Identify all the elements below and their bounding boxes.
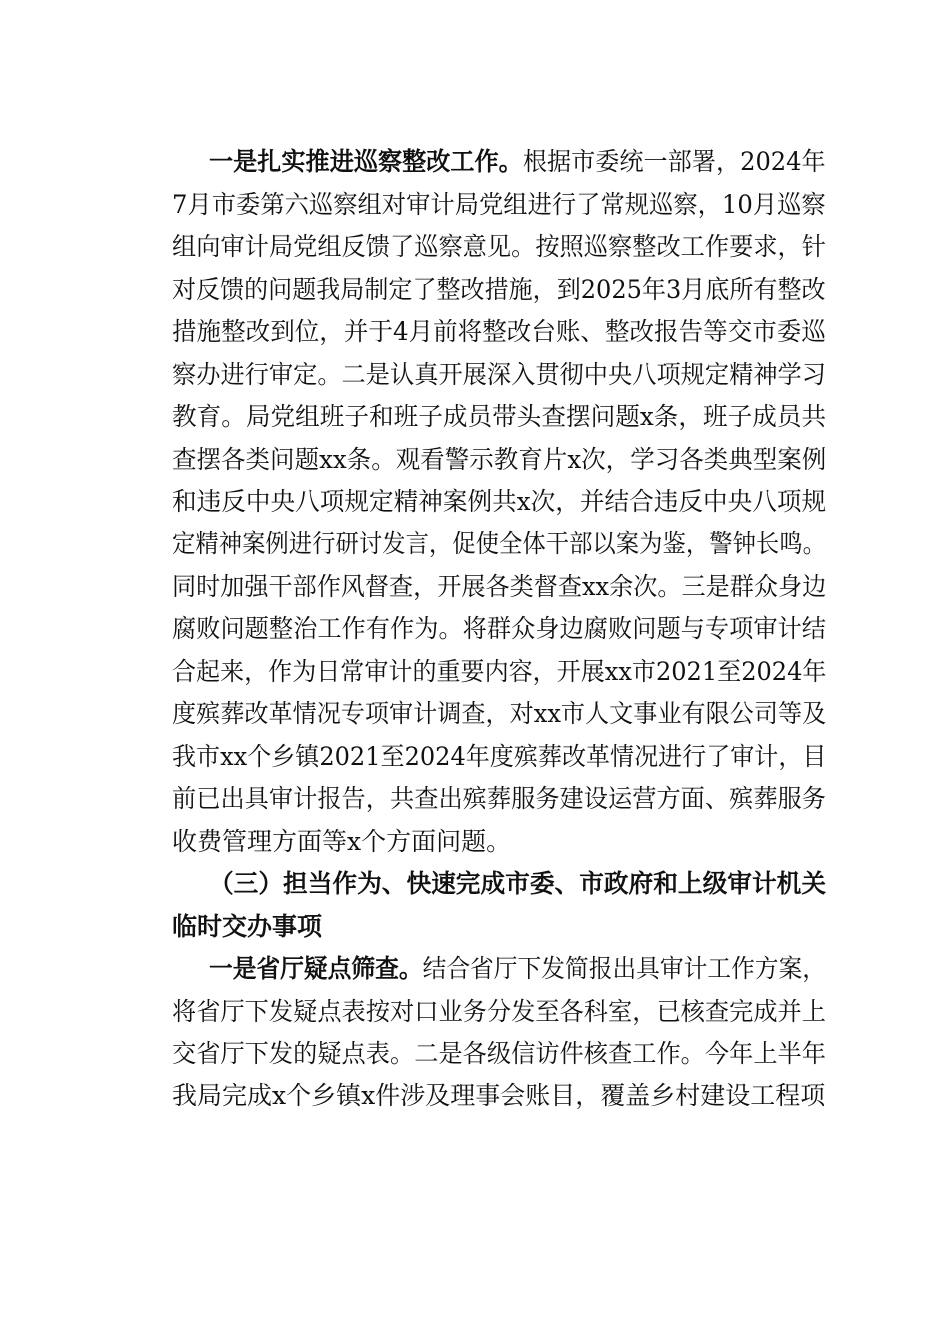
line-text: 度殡葬改革情况专项审计调查，对xx市人文事业有限公司等及 [172, 699, 827, 728]
line-text: 将省厅下发疑点表按对口业务分发至各科室，已核查完成并上 [172, 997, 827, 1026]
text-line [172, 1076, 825, 1116]
bold-lead: 一是扎实推进巡察整改工作。 [209, 147, 523, 176]
text-line [172, 652, 826, 692]
text-line [172, 312, 826, 352]
line-text: 查摆各类问题xx条。观看警示教育片x次，学习各类典型案例 [172, 445, 827, 474]
bold-lead: （三）担当作为、快速完成市委、市政府和上级审计机关 [209, 869, 827, 898]
text-line [172, 609, 826, 649]
line-text: 察办进行审定。二是认真开展深入贯彻中央八项规定精神学习 [172, 360, 827, 389]
text-line [172, 397, 826, 437]
line-text: 收费管理方面等x个方面问题。 [172, 827, 512, 856]
text-line [172, 694, 826, 734]
text-line [209, 142, 826, 182]
line-text: 同时加强干部作风督查，开展各类督查xx余次。三是群众身边 [172, 572, 827, 601]
bold-lead: 临时交办事项 [172, 912, 323, 941]
line-text: 合起来，作为日常审计的重要内容，开展xx市2021至2024年 [172, 657, 827, 686]
line-text: 组向审计局党组反馈了巡察意见。按照巡察整改工作要求，针 [172, 232, 827, 261]
text-line [172, 482, 826, 522]
line-text: 对反馈的问题我局制定了整改措施，到2025年3月底所有整改 [172, 275, 826, 304]
text-line [172, 1034, 826, 1074]
text-line [172, 822, 511, 862]
text-line [209, 949, 826, 989]
line-text: 前已出具审计报告，共查出殡葬服务建设运营方面、殡葬服务 [172, 784, 827, 813]
text-line [172, 907, 322, 947]
text-line [172, 185, 826, 225]
text-line [172, 270, 826, 310]
line-text: 7月市委第六巡察组对审计局党组进行了常规巡察，10月巡察 [172, 190, 826, 219]
bold-lead: 一是省厅疑点筛查。 [209, 954, 423, 983]
text-line [209, 864, 826, 904]
text-line [172, 227, 826, 267]
text-line [172, 737, 826, 777]
text-line [172, 992, 826, 1032]
line-text: 定精神案例进行研讨发言，促使全体干部以案为鉴，警钟长鸣。 [172, 529, 827, 558]
text-line [172, 779, 826, 819]
line-text: 根据市委统一部署，2024年 [522, 147, 826, 176]
line-text: 结合省厅下发简报出具审计工作方案， [422, 954, 827, 983]
text-line [172, 567, 826, 607]
line-text: 和违反中央八项规定精神案例共x次，并结合违反中央八项规 [172, 487, 827, 516]
line-text: 教育。局党组班子和班子成员带头查摆问题x条，班子成员共 [172, 402, 827, 431]
line-text: 措施整改到位，并于4月前将整改台账、整改报告等交市委巡 [172, 317, 826, 346]
line-text: 我市xx个乡镇2021至2024年度殡葬改革情况进行了审计，目 [172, 742, 827, 771]
text-line [172, 355, 826, 395]
line-text: 交省厅下发的疑点表。二是各级信访件核查工作。今年上半年 [172, 1039, 827, 1068]
text-line [172, 440, 826, 480]
line-text: 腐败问题整治工作有作为。将群众身边腐败问题与专项审计结 [172, 614, 827, 643]
line-text: 我局完成x个乡镇x件涉及理事会账目，覆盖乡村建设工程项 [172, 1081, 826, 1110]
text-line [172, 524, 826, 564]
